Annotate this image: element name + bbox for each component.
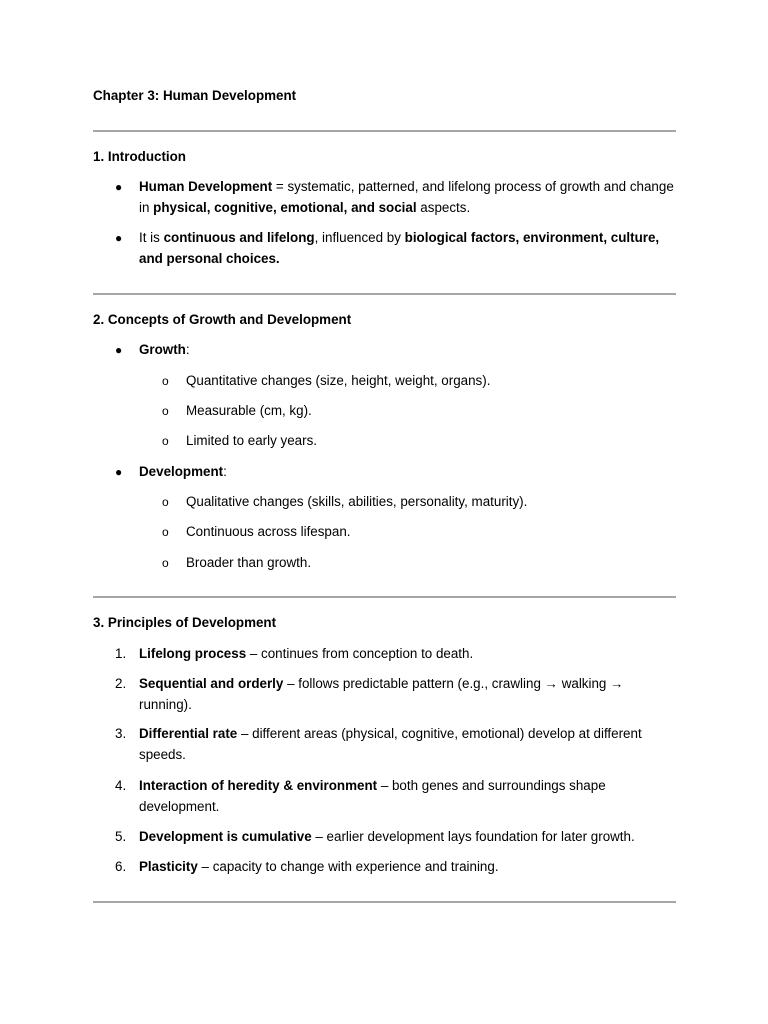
intro-item-1: Human Development = systematic, patterned, and lifelong process of growth and change in physical, cognitive, emotional, and social aspects.	[139, 179, 674, 215]
principle-item: Differential rate – different areas (physical, cognitive, emotional) develop at different speeds.	[139, 726, 642, 762]
list-number: 6.	[115, 859, 127, 874]
section-heading-concepts: 2. Concepts of Growth and Development	[93, 312, 352, 327]
list-number: 4.	[115, 778, 127, 793]
principle-item: Lifelong process – continues from conception to death.	[139, 646, 474, 661]
circle-bullet-icon: o	[162, 434, 169, 448]
growth-sub-item: Limited to early years.	[186, 433, 317, 448]
list-number: 3.	[115, 726, 127, 741]
section-divider	[93, 293, 676, 295]
growth-sub-item: Quantitative changes (size, height, weight, organs).	[186, 373, 491, 388]
principle-item: Sequential and orderly – follows predictable pattern (e.g., crawling → walking → running).	[139, 676, 624, 712]
principle-item: Interaction of heredity & environment – both genes and surroundings shape development.	[139, 778, 606, 814]
list-number: 5.	[115, 829, 127, 844]
circle-bullet-icon: o	[162, 495, 169, 509]
list-number: 2.	[115, 676, 127, 691]
bullet-icon: ●	[115, 180, 123, 194]
concept-development: Development:	[139, 464, 227, 479]
bullet-icon: ●	[115, 343, 123, 357]
bullet-icon: ●	[115, 465, 123, 479]
chapter-title: Chapter 3: Human Development	[93, 88, 297, 103]
development-sub-item: Qualitative changes (skills, abilities, personality, maturity).	[186, 494, 528, 509]
development-sub-item: Continuous across lifespan.	[186, 524, 351, 539]
principle-item: Development is cumulative – earlier development lays foundation for later growth.	[139, 829, 635, 844]
circle-bullet-icon: o	[162, 404, 169, 418]
development-sub-item: Broader than growth.	[186, 555, 312, 570]
circle-bullet-icon: o	[162, 525, 169, 539]
concept-growth: Growth:	[139, 342, 190, 357]
circle-bullet-icon: o	[162, 556, 169, 570]
intro-item-2: It is continuous and lifelong, influenced by biological factors, environment, culture, and personal choices.	[139, 230, 660, 266]
list-number: 1.	[115, 646, 127, 661]
circle-bullet-icon: o	[162, 374, 169, 388]
bullet-icon: ●	[115, 231, 123, 245]
section-heading-principles: 3. Principles of Development	[93, 615, 277, 630]
section-divider	[93, 901, 676, 903]
section-heading-introduction: 1. Introduction	[93, 149, 186, 164]
section-divider	[93, 130, 676, 132]
principle-item: Plasticity – capacity to change with experience and training.	[139, 859, 499, 874]
section-divider	[93, 596, 676, 598]
growth-sub-item: Measurable (cm, kg).	[186, 403, 312, 418]
